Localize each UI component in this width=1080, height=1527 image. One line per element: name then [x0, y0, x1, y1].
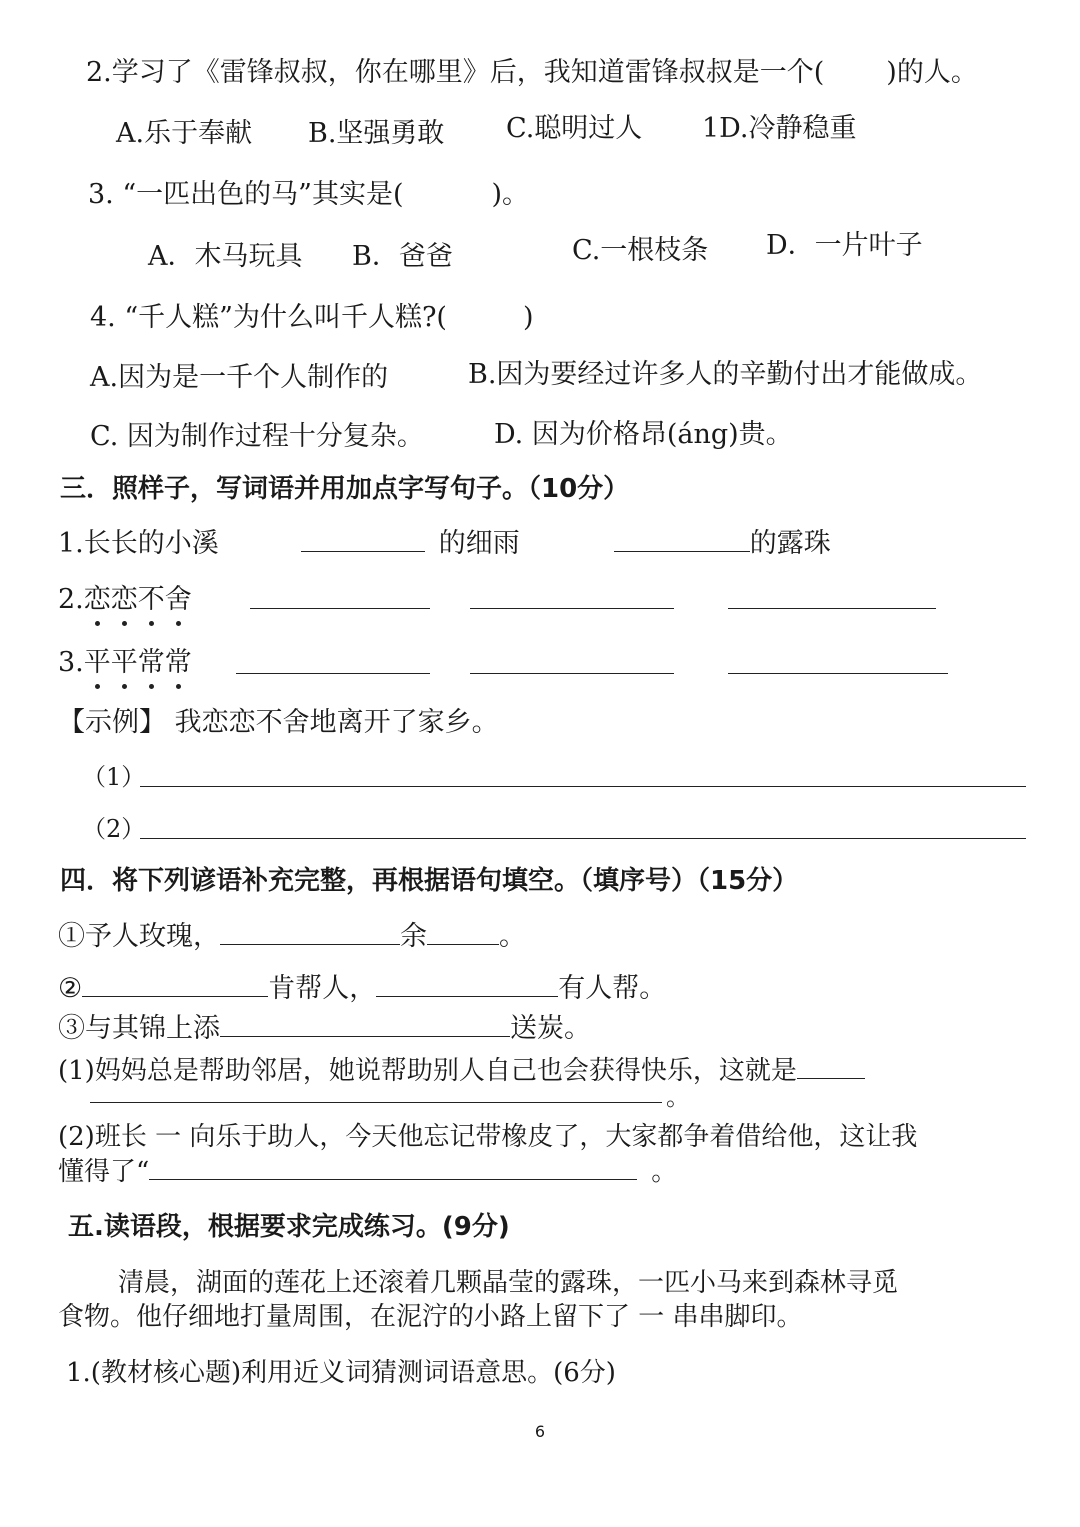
passage-line-1: 清晨，湖面的莲花上还滚着几颗晶莹的露珠，一匹小马来到森林寻觅	[118, 1268, 899, 1298]
fill-blank[interactable]	[728, 608, 936, 609]
sentence-2-label: （2）	[82, 815, 146, 843]
sentence-1-line[interactable]	[140, 786, 1026, 787]
q4-option-d[interactable]: D. 因为价格昂(áng)贵。	[494, 419, 793, 450]
dotted-char: 常	[137, 647, 165, 678]
q3-option-c[interactable]: C.一根枝条	[572, 235, 709, 266]
fill-blank[interactable]	[376, 970, 558, 997]
dotted-char: 恋	[83, 584, 111, 615]
sec3-row-1: 1.长长的小溪 的细雨 的露珠	[58, 525, 831, 561]
q4-stem: 4. “千人糕”为什么叫千人糕?( )	[90, 302, 534, 333]
section-3-title: 三．照样子，写词语并用加点字写句子。（10分）	[60, 474, 630, 504]
fill-question-1: (1)妈妈总是帮助邻居，她说帮助别人自己也会获得快乐，这就是	[58, 1052, 865, 1088]
dotted-char: 常	[164, 647, 192, 678]
dotted-char: 恋	[110, 584, 138, 615]
fill-blank[interactable]	[90, 1102, 662, 1103]
fill-blank[interactable]	[728, 673, 948, 674]
fill-blank[interactable]	[470, 608, 674, 609]
fill-blank[interactable]	[236, 673, 430, 674]
q2-option-c[interactable]: C.聪明过人	[506, 113, 643, 144]
proverb-1: ①予人玫瑰， 余 。	[58, 918, 526, 954]
fill-blank[interactable]	[250, 608, 430, 609]
fill-blank[interactable]	[220, 1010, 510, 1037]
dotted-char: 不	[137, 584, 165, 615]
q4-option-b[interactable]: B.因为要经过许多人的辛勤付出才能做成。	[468, 359, 983, 390]
sentence-2-line[interactable]	[140, 838, 1026, 839]
sentence-1-label: （1）	[82, 763, 146, 791]
fill-blank[interactable]	[797, 1052, 865, 1079]
page-number: 6	[534, 1422, 546, 1441]
fill-question-1-end: 。	[666, 1083, 690, 1111]
fill-blank[interactable]	[82, 970, 268, 997]
fill-question-2-cont: 懂得了“ 。	[58, 1153, 677, 1189]
dotted-char: 舍	[164, 584, 192, 615]
dotted-char: 平	[110, 647, 138, 678]
fill-question-2: (2)班长 一 向乐于助人，今天他忘记带橡皮了，大家都争着借给他，这让我	[58, 1122, 918, 1152]
section-5-title: 五.读语段，根据要求完成练习。(9分)	[68, 1212, 510, 1242]
q4-option-c[interactable]: C. 因为制作过程十分复杂。	[90, 421, 424, 452]
q2-option-b[interactable]: B.坚强勇敢	[308, 118, 445, 149]
q3-option-d[interactable]: D．一片叶子	[766, 230, 923, 261]
proverb-3: ③与其锦上添 送炭。	[58, 1010, 591, 1046]
q3-option-b[interactable]: B．爸爸	[352, 241, 453, 272]
sec3-row-2: 2.恋恋不舍	[58, 584, 192, 615]
sub-question-1: 1.(教材核心题)利用近义词猜测词语意思。(6分)	[66, 1358, 616, 1388]
dotted-char: 平	[83, 647, 111, 678]
q2-option-a[interactable]: A.乐于奉献	[116, 118, 253, 149]
q2-option-d[interactable]: 1D.冷静稳重	[702, 113, 857, 144]
fill-blank[interactable]	[149, 1153, 637, 1180]
fill-blank[interactable]	[427, 918, 499, 945]
proverb-2: ② 肯帮人， 有人帮。	[58, 970, 666, 1006]
q3-stem: 3. “一匹出色的马”其实是( )。	[88, 179, 530, 210]
fill-blank[interactable]	[614, 525, 750, 552]
fill-blank[interactable]	[470, 673, 674, 674]
fill-blank[interactable]	[220, 918, 400, 945]
q4-option-a[interactable]: A.因为是一千个人制作的	[90, 362, 389, 393]
fill-blank[interactable]	[301, 525, 425, 552]
sec3-row-3: 3.平平常常	[58, 647, 192, 678]
q2-stem: 2.学习了《雷锋叔叔，你在哪里》后，我知道雷锋叔叔是一个( )的人。	[86, 57, 978, 88]
section-4-title: 四．将下列谚语补充完整，再根据语句填空。（填序号）（15分）	[60, 866, 799, 896]
example-line: 【示例】 我恋恋不舍地离开了家乡。	[58, 707, 499, 738]
passage-line-2: 食物。他仔细地打量周围，在泥泞的小路上留下了 一 串串脚印。	[58, 1302, 803, 1332]
q3-option-a[interactable]: A．木马玩具	[148, 241, 303, 272]
